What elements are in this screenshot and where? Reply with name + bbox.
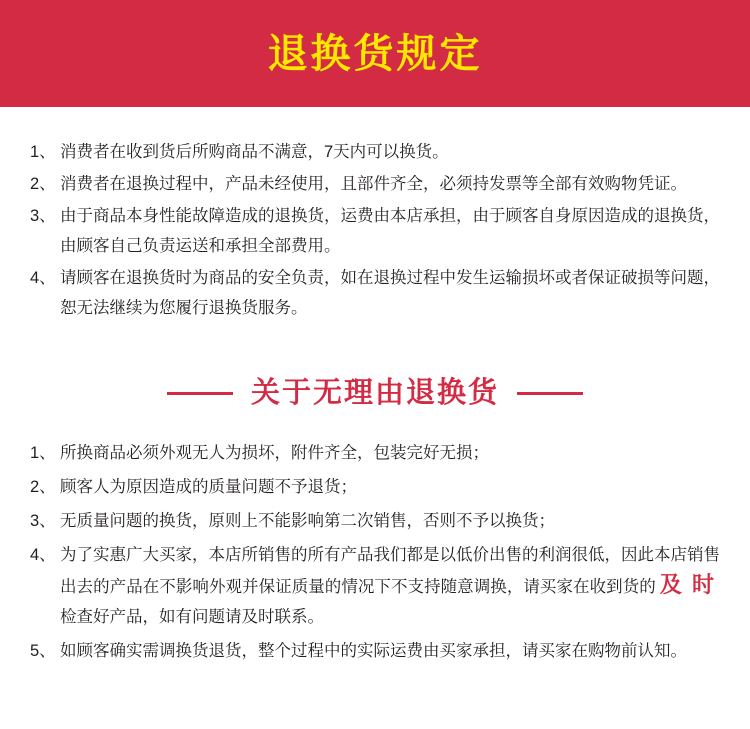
list-item-number: 4、 xyxy=(30,269,56,287)
list-item-text: 无质量问题的换货，原则上不能影响第二次销售，否则不予以换货； xyxy=(60,512,555,530)
list-item-number: 5、 xyxy=(30,642,56,660)
policy-section xyxy=(0,107,750,323)
list-item-number: 1、 xyxy=(30,444,56,462)
page-title: 退换货规定 xyxy=(267,31,483,76)
list-item xyxy=(30,438,720,468)
list-item-number: 1、 xyxy=(30,143,56,161)
list-item-text: 如顾客确实需调换货退货，整个过程中的实际运费由买家承担，请买家在购物前认知。 xyxy=(60,642,687,660)
no-reason-returns-section xyxy=(0,408,750,666)
list-item xyxy=(30,540,720,632)
list-item-number: 2、 xyxy=(30,478,56,496)
list-item-emphasis: 及 时 xyxy=(659,572,716,597)
section-heading xyxy=(0,379,750,408)
heading-rule-right xyxy=(517,392,583,395)
list-item-number: 2、 xyxy=(30,175,56,193)
list-item xyxy=(30,472,720,502)
heading-rule-left xyxy=(167,392,233,395)
list-item-number: 4、 xyxy=(30,546,56,564)
list-item-number: 3、 xyxy=(30,512,56,530)
list-item-text: 请顾客在退换货时为商品的安全负责，如在退换过程中发生运输损坏或者保证破损等问题，恕无法继续为您履行退换货服务。 xyxy=(60,269,720,317)
list-item-number: 3、 xyxy=(30,207,56,225)
list-item xyxy=(30,263,720,323)
list-item xyxy=(30,506,720,536)
list-item xyxy=(30,201,720,261)
list-item-text-before: 为了实惠广大买家，本店所销售的所有产品我们都是以低价出售的利润很低，因此本店销售出去的产品在不影响外观并保证质量的情况下不支持随意调换，请买家在收到货的 xyxy=(60,546,720,596)
list-item xyxy=(30,636,720,666)
policy-list xyxy=(30,137,720,323)
no-reason-returns-list xyxy=(30,438,720,666)
list-item-text: 所换商品必须外观无人为损坏，附件齐全，包装完好无损； xyxy=(60,444,489,462)
list-item-text: 由于商品本身性能故障造成的退换货，运费由本店承担，由于顾客自身原因造成的退换货，由顾客自己负责运送和承担全部费用。 xyxy=(60,207,720,255)
list-item-text xyxy=(60,540,720,632)
section-heading-text: 关于无理由退换货 xyxy=(250,377,499,409)
list-item xyxy=(30,137,720,167)
page-banner xyxy=(0,0,750,107)
list-item-text: 消费者在退换过程中，产品未经使用，且部件齐全，必须持发票等全部有效购物凭证。 xyxy=(60,175,687,193)
list-item xyxy=(30,169,720,199)
list-item-text: 消费者在收到货后所购商品不满意，7天内可以换货。 xyxy=(60,143,449,161)
list-item-text-after: 检查好产品，如有问题请及时联系。 xyxy=(60,608,324,626)
list-item-text: 顾客人为原因造成的质量问题不予退货； xyxy=(60,478,357,496)
